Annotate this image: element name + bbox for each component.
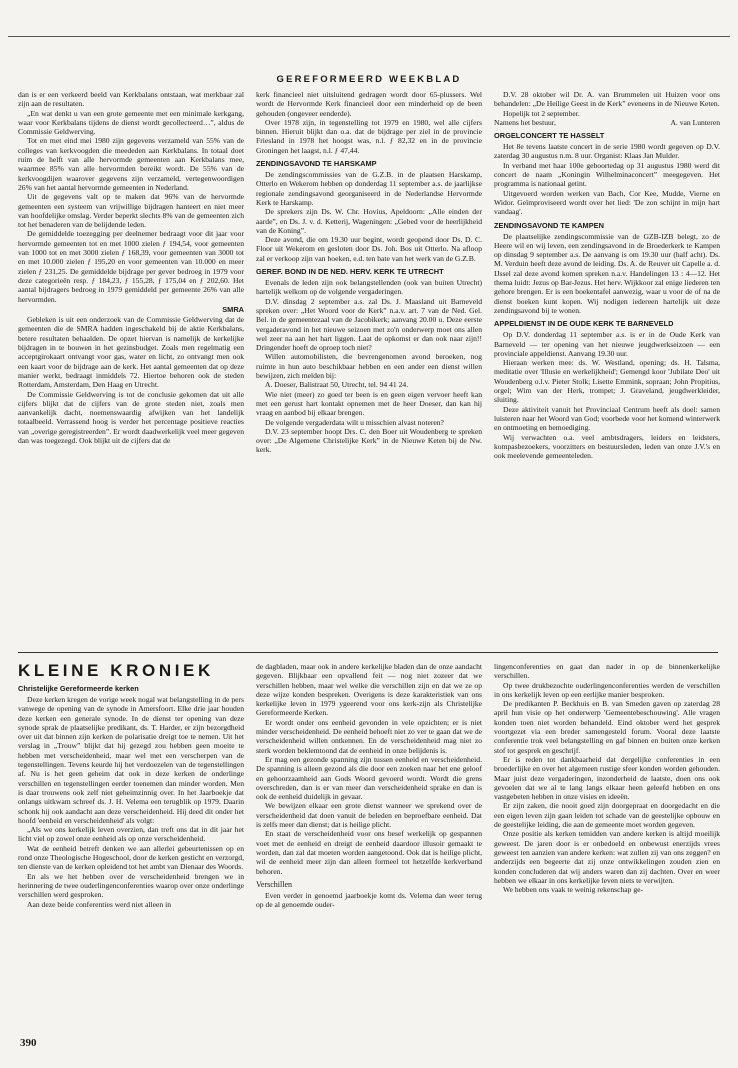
kroniek-title: KLEINE KRONIEK	[18, 661, 214, 680]
paragraph: Hopelijk tot 2 september.	[503, 108, 580, 118]
paragraph: Wat de eenheid betreft denken we aan allerlei gebeurtenissen op en rond onze Theologische Hogeschool, door de kerken gesticht en verzorgd, ten dienste van de kerken opleidend tot het ambt van Dienaar des Woords.	[18, 843, 244, 872]
paragraph: Er is reden tot dankbaarheid dat dergelijke conferenties in een broederlijke en over het algemeen rustige sfeer konden worden gehouden. Maar juist deze vergaderingen, inzonderheid de laatste, doen ons ook gevoelen dat we al te lang langs elkaar heen geleefd hebben en ons vastgebeten hebben in onze visies en ideeën.	[494, 754, 720, 802]
paragraph: lingenconferenties en gaat dan nader in op de binnenkerkelijke verschillen.	[494, 662, 720, 681]
paragraph: „Als we ons kerkelijk leven overzien, dan treft ons dat in dit jaar het licht viel op zowel onze eenheid als op onze verscheidenheid.	[18, 825, 244, 844]
paragraph: De sprekers zijn Ds. W. Chr. Hovius, Apeldoorn: „Alle einden der aarde”, en Ds. J. v. d. Ketterij, Wageningen: „Gebed voor de heerlijkheid van de Koning”.	[256, 207, 482, 235]
signature-right: A. van Lunteren	[670, 117, 720, 127]
paragraph: kerk financieel niet uitsluitend gedragen wordt door 65-plussers. Wel wordt de Hervormde Kerk financieel door een minderheid op de been gehouden (ongeveer eenderde).	[256, 90, 482, 118]
paragraph: de dagbladen, maar ook in andere kerkelijke bladen dan de onze aandacht gegeven. Blijkbaar een opvallend feit — nog niet zozeer dat we verschillen hebben, maar wel welke die verschillen zijn en dat we ze op deze wijze konden bespreken. Overigens is deze karakteristiek van ons kerkelijke leven in 1979 ygeerend voor ons kerk-zijn als Christelijke Gereformeerde Kerken.	[256, 662, 482, 718]
paragraph: D.V. 23 september hoopt Drs. C. den Boer uit Woudenberg te spreken over: „De Algemene Christelijke Kerk” in de Nieuwe Keten bij de Nw. kerk.	[256, 426, 482, 455]
paragraph: De zendingscommissies van de G.Z.B. in de plaatsen Harskamp, Otterlo en Wekerom hebben op donderdag 11 september a.s. de jaarlijkse regionale zendingsavond georganiseerd in de Nederlandse Hervormde Kerk te Harskamp.	[256, 170, 482, 207]
paragraph: Onze positie als kerken temidden van andere kerken is altijd moeilijk geweest. De jaren door is er onbedoeld en onbewust enerzijds vrees geweest ten aanzien van andere kerken: wat zullen zij van ons zeggen? en anderzijds een begeerte dat zij onze ontwikkelingen zouden zien en konden concluderen dat wij anders waren dan zij dachten. Over en weer hebben we elkaar in ons kerkelijke leven niets te verwijten.	[494, 829, 720, 885]
paragraph: D.V. dinsdag 2 september a.s. zal Ds. J. Maasland uit Barneveld spreken over: „Het Woord voor de Kerk” n.a.v. art. 7 van de Ned. Gel. Bel. in de gemeentezaal van de Jacobikerk; aanvang 20.00 u. Deze eerste vergaderavond in het nieuwe seizoen met zo'n onderwerp moet ons allen wel zeer na aan het hart liggen. Laat de opkomst er dan ook naar zijn!! Dringender hoeft de oproep toch niet?	[256, 296, 482, 353]
paragraph: De predikanten P. Beckhuis en B. van Smeden gaven op zaterdag 28 april hun visie op het onderwerp 'Gemeentebeschouwing'. Alle vragen konden toen niet worden behandeld. Eind oktober werd het gesprek voortgezet via een breder samengesteld forum. Vooral deze laatste conferentie trok veel belangstelling en gaf binnen en buiten onze kerken stof tot gesprek en geschrijf.	[494, 699, 720, 755]
paragraph: De gemiddelde toezegging per deelnemer bedraagt voor dit jaar voor hervormde gemeenten tot en met 1000 zielen ƒ 194,54, voor gemeenten van 1000 tot en met 3000 zielen ƒ 168,39, voor gemeenten van 3000 tot en met 10.000 zielen ƒ 195,20 en voor gemeenten van 10.000 en meer zielen ƒ 231,25. De gemiddelde bijdrage per gever bedroeg in 1979 voor deze categorieën resp. ƒ 184,23, ƒ 155,28, ƒ 175,04 en ƒ 202,60. Het aantal bijdragers bedroeg in 1979 gemiddeld per gemeente 26% van alle hervormden.	[18, 229, 244, 304]
paragraph: Tot en met eind mei 1980 zijn gegevens verzameld van 55% van de colleges van kerkvoogden die meededen aan Kerkbalans. In totaal doet ruim de helft van alle hervormde gemeenten aan Kerkbalans mee, waarmee 85% van alle hervormden bereikt wordt. De 55% van de kerkvoogdijen waarover gegevens zijn verzameld, vertegenwoordigen 26% van het aantal hervormde gemeenten in Nederland.	[18, 136, 244, 192]
paragraph: Uit de gegevens valt op te maken dat 96% van de hervormde gemeenten een systeem van vrijwillige bijdragen hanteert en niet meer van hoofdelijke omslag. Verder beperkt slechts 8% van de gemeenten zich tot het benaderen van de belijdende leden.	[18, 192, 244, 230]
paragraph: Deze kerken kregen de vorige week nogal wat belangstelling in de pers vanwege de opening van de synode in Amersfoort. Elke drie jaar houden deze kerken een generale synode. In de dienst ter opening van deze synode sprak de plaatselijke predikant, ds. T. Harder, er zijn bezorgdheid over uit dat binnen zijn kerken de polarisatie dreigt toe te nemen. Uit het verslag in „Trouw” blijkt dat hij gezegd zou hebben geen moeite te hebben met verscheidenheid, maar wel met een verscherpen van de tegenstellingen. Tevens keurde hij het verdoezelen van de tegenstellingen af. Nu is het geen geheim dat ook in deze kerken de onderlinge verschillen en tegenstellingen eerder toenemen dan minder worden. Men is daar trouwens ook zelf niet geheimzinnig over. In het Jaarboekje dat onlangs uitkwam schreef ds. J. H. Velema een terugblik op 1979. Daarin schonk hij ook aandacht aan deze verscheidenheid. Hij deed dit onder het hoofd 'eenheid en verscheidenheid' als volgt:	[18, 695, 244, 825]
paragraph: Er mag een gezonde spanning zijn tussen eenheid en verscheidenheid. De spanning is alleen gezond als die door een zoeken naar het ene geloof en gehoorzaamheid aan Gods Woord gevoerd wordt. Wordt die grens overschreden, dan is er van meer dan verscheidenheid sprake en dan is ook de eenheid duidelijk in gevaar.	[256, 754, 482, 802]
section-heading: GEREF. BOND IN DE NED. HERV. KERK TE UTRECHT	[256, 267, 444, 277]
paragraph: De volgende vergaderdata wilt u misschien alvast noteren?	[265, 417, 444, 427]
kroniek-subtitle: Christelijke Gereformeerde kerken	[18, 684, 139, 693]
paragraph: Aan deze beide conferenties werd niet alleen in	[27, 899, 171, 909]
upper-column-3	[494, 90, 720, 460]
paragraph: En staat de verscheidenheid voor ons besef werkelijk op gespannen voet met de eenheid en dreigt de eenheid daardoor illusoir gemaakt te worden, dan zal dat moeten worden aangetoond. Ook dat is heilige plicht, wil de eenheid meer zijn dan alleen formeel tot hetzelfde kerkverband behoren.	[256, 829, 482, 876]
paragraph: Het 8e tevens laatste concert in de serie 1980 wordt gegeven op D.V. zaterdag 30 augustus n.m. 8 uur. Organist: Klaas Jan Mulder.	[494, 142, 720, 161]
paragraph: Even verder in genoemd jaarboekje komt ds. Velema dan weer terug op de al genoemde ouder-	[256, 890, 482, 910]
paragraph: Willen automobilisten, die bevrengenomen avond beroeken, nog ruimte in hun auto beschikbaar hebben en een ander een dienst willen bewijzen, zich melden bij:	[256, 352, 482, 381]
paragraph: Gebleken is uit een onderzoek van de Commissie Geldwerving dat de gemeenten die de SMRA hadden ingeschakeld bij de aktie Kerkbalans, betere resultaten behaalden. De opzet hiervan is namelijk de kerkelijke bijdragen in te bouwen in het gezinsbudget. Zoals men regelmatig een acceptgirokaart ontvangt voor gas, water en licht, zo ontvangt men ook een kaart voor de bijdrage aan de kerk. Het aantal gemeenten dat op deze manier werkt, bedraagt inmiddels 72. Hiertoe behoren ook de steden Rotterdam, Amsterdam, Den Haag en Utrecht.	[18, 315, 244, 390]
paragraph: D.V. 28 oktober wil Dr. A. van Brummelen uit Huizen voor ons behandelen: „De Heilige Geest in de Kerk” eveneens in de Nieuwe Keten.	[494, 90, 720, 109]
section-heading: Verschillen	[256, 879, 292, 889]
paragraph: „En wat denkt u van een grote gemeente met een minimale kerkgang, waar voor Kerkbalans tijdens de dienst wordt gecollecteerd…”, aldus de Commissie Geldwerving.	[18, 108, 244, 137]
paragraph: Deze aktiviteit vanuit het Provinciaal Centrum heeft als doel: samen luisteren naar het Woord van God; voorbede voor het komend winterwerk en ontmoeting en bemoediging.	[494, 404, 720, 433]
paragraph: We bewijzen elkaar een grote dienst wanneer we sprekend over de verscheidenheid dat doen vanuit de beleden en beproefbare eenheid. Dat is zelfs meer dan dienst; dat is heilige plicht.	[256, 801, 482, 830]
paragraph: Evenals de leden zijn ook belangstellenden (ook van buiten Utrecht) hartelijk welkom op de volgende vergaderingen.	[256, 278, 482, 297]
paragraph: Hieraan werken mee: ds. W. Westland, opening; ds. H. Talsma, meditatie over 'Illusie en werkelijkheid'; Gemengd koor 'Jubilate Deo' uit Woudenberg o.l.v. Pieter Stolk; Lisette Emmink, sopraan; John Propitius, orgel; Wim van der Herk, trompet; J. Graveland, jeugdwerkleider, sluiting.	[494, 358, 720, 405]
upper-column-1	[18, 90, 244, 445]
section-divider	[18, 652, 718, 653]
kroniek-column-3	[494, 662, 720, 894]
kroniek-column-1	[18, 684, 244, 909]
paragraph: Er zijn zaken, die nooit goed zijn doorgepraat en doorgedacht en die een eigen leven zijn gaan leiden tot schade van de geestelijke opbouw en de geestelijke leiding, die aan de gemeente moet worden gegeven.	[494, 801, 720, 830]
upper-column-2	[256, 90, 482, 455]
section-heading-smra: SMRA	[222, 304, 244, 314]
paragraph: En als we het hebben over de verscheidenheid brengen we in herinnering de twee ouderlingenconferenties waarop over onze onderlinge verschillen werd gesproken.	[18, 871, 244, 900]
page-header: GEREFORMEERD WEEKBLAD	[276, 74, 462, 85]
top-rule	[8, 36, 730, 37]
section-heading: ZENDINGSAVOND TE HARSKAMP	[256, 159, 377, 169]
signature-left: Namens het bestuur,	[494, 117, 556, 127]
paragraph: Op twee drukbezochte ouderlingenconferenties werden de verschillen in ons kerkelijk leven op een eerlijke manier besproken.	[494, 680, 720, 699]
paragraph: Wie niet (meer) zo goed ter been is en geen eigen vervoer heeft kan met een gerust hart kontakt opnemen met de heer Doeser, dan kan hij vraag en aanbod bij elkaar brengen.	[256, 389, 482, 418]
paragraph: De Commissie Geldwerving is tot de conclusie gekomen dat uit alle cijfers blijkt dat de cijfers van de grote steden niet, zoals men aanvankelijk dacht, noemenswaardig afwijken van het landelijk totaalbeeld. Verrassend hoog is verder het percentage positieve reacties van „overige geregistreerden”. Er wordt daadwerkelijk veel meer gegeven dan was toegezegd. Ook blijkt uit de cijfers dat de	[18, 389, 244, 445]
page-number: 390	[20, 1037, 37, 1049]
paragraph: Wij verwachten o.a. veel ambtsdragers, leiders en leidsters, kompasbezoekers, voorzitters en bestuursleden, leden van onze J.V.'s en ook meelevende gemeenteleden.	[494, 432, 720, 461]
paragraph: Er wordt onder ons eenheid gevonden in vele opzichten; er is niet minder verscheidenheid. De eenheid behoeft niet zo ver te gaan dat we de verscheidenheid willen ontkennen. En de verscheidenheid mag niet zo sterk worden beklemtoond dat de eenheid in onze belijdenis is.	[256, 717, 482, 755]
section-heading: ORGELCONCERT TE HASSELT	[494, 131, 605, 141]
signature-line	[494, 118, 720, 127]
paragraph: Op D.V. donderdag 11 september a.s. is er in de Oude Kerk van Barneveld — ter opening van het nieuwe jeugdwerkseizoen — een provinciale appeldienst. Aanvang 19.30 uur.	[494, 330, 720, 358]
paragraph: In verband met haar 100e geboortedag op 31 augustus 1980 werd dit concert de naam „Koningin Wilhelminaconcert” meegegeven. Het programma is nationaal getint.	[494, 160, 720, 189]
section-heading: APPELDIENST IN DE OUDE KERK TE BARNEVELD	[494, 319, 674, 329]
paragraph: We hebben ons vaak te weinig rekenschap ge-	[503, 885, 644, 895]
paragraph: dan is er een verkeerd beeld van Kerkbalans ontstaan, wat merkbaar zal zijn aan de resultaten.	[18, 90, 244, 109]
paragraph: Over 1978 zijn, in tegenstelling tot 1979 en 1980, wel alle cijfers binnen. Hieruit blijkt dan o.a. dat de bijdrage per ziel in de provincie Friesland in 1978 het hoogst was, n.l. ƒ 82,32 en in de provincie Groningen het laagst, n.l. ƒ 47,44.	[256, 117, 482, 155]
section-heading: ZENDINGSAVOND TE KAMPEN	[494, 220, 604, 230]
paragraph: A. Doeser, Balistraat 50, Utrecht, tel. 94 41 24.	[265, 380, 409, 390]
paragraph: Uitgevoerd worden werken van Bach, Cor Kee, Mudde, Vierne en Widor. Geïmproviseerd wordt over het lied: 'De zon schijnt in mijn hart vandaag'.	[494, 188, 720, 217]
paragraph: Deze avond, die om 19.30 uur begint, wordt geopend door Ds. D. C. Floor uit Wekerom en gesloten door Ds. Joh. Bos uit Otterlo. Na afloop zal er verkoop zijn van boeken, e.d. ten bate van het werk van de G.Z.B.	[256, 235, 482, 263]
kroniek-column-2	[256, 662, 482, 909]
paragraph: De plaatselijke zendingscommissie van de GZB-IZB belegt, zo de Heere wil en wij leven, een zendingsavond in de Broederkerk te Kampen op dinsdag 9 september a.s. De aanvang is om 19.30 uur (half acht). Ds. M. Verduin heeft deze avond de leiding. Ds. A. de Reuver uit Capelle a. d. IJssel zal deze avond komen spreken n.a.v. Handelingen 13 : 4—12. Het thema luidt: Jezus op Bar-Jezus. Het herv. Wijkkoor zal enige liederen ten gehore brengen. Er is een boekentafel aanwezig, waar u voor de of na de dienst boeken kunt kopen. Wij nodigen iedereen hartelijk uit deze zendingsavond bij te wonen.	[494, 231, 720, 315]
